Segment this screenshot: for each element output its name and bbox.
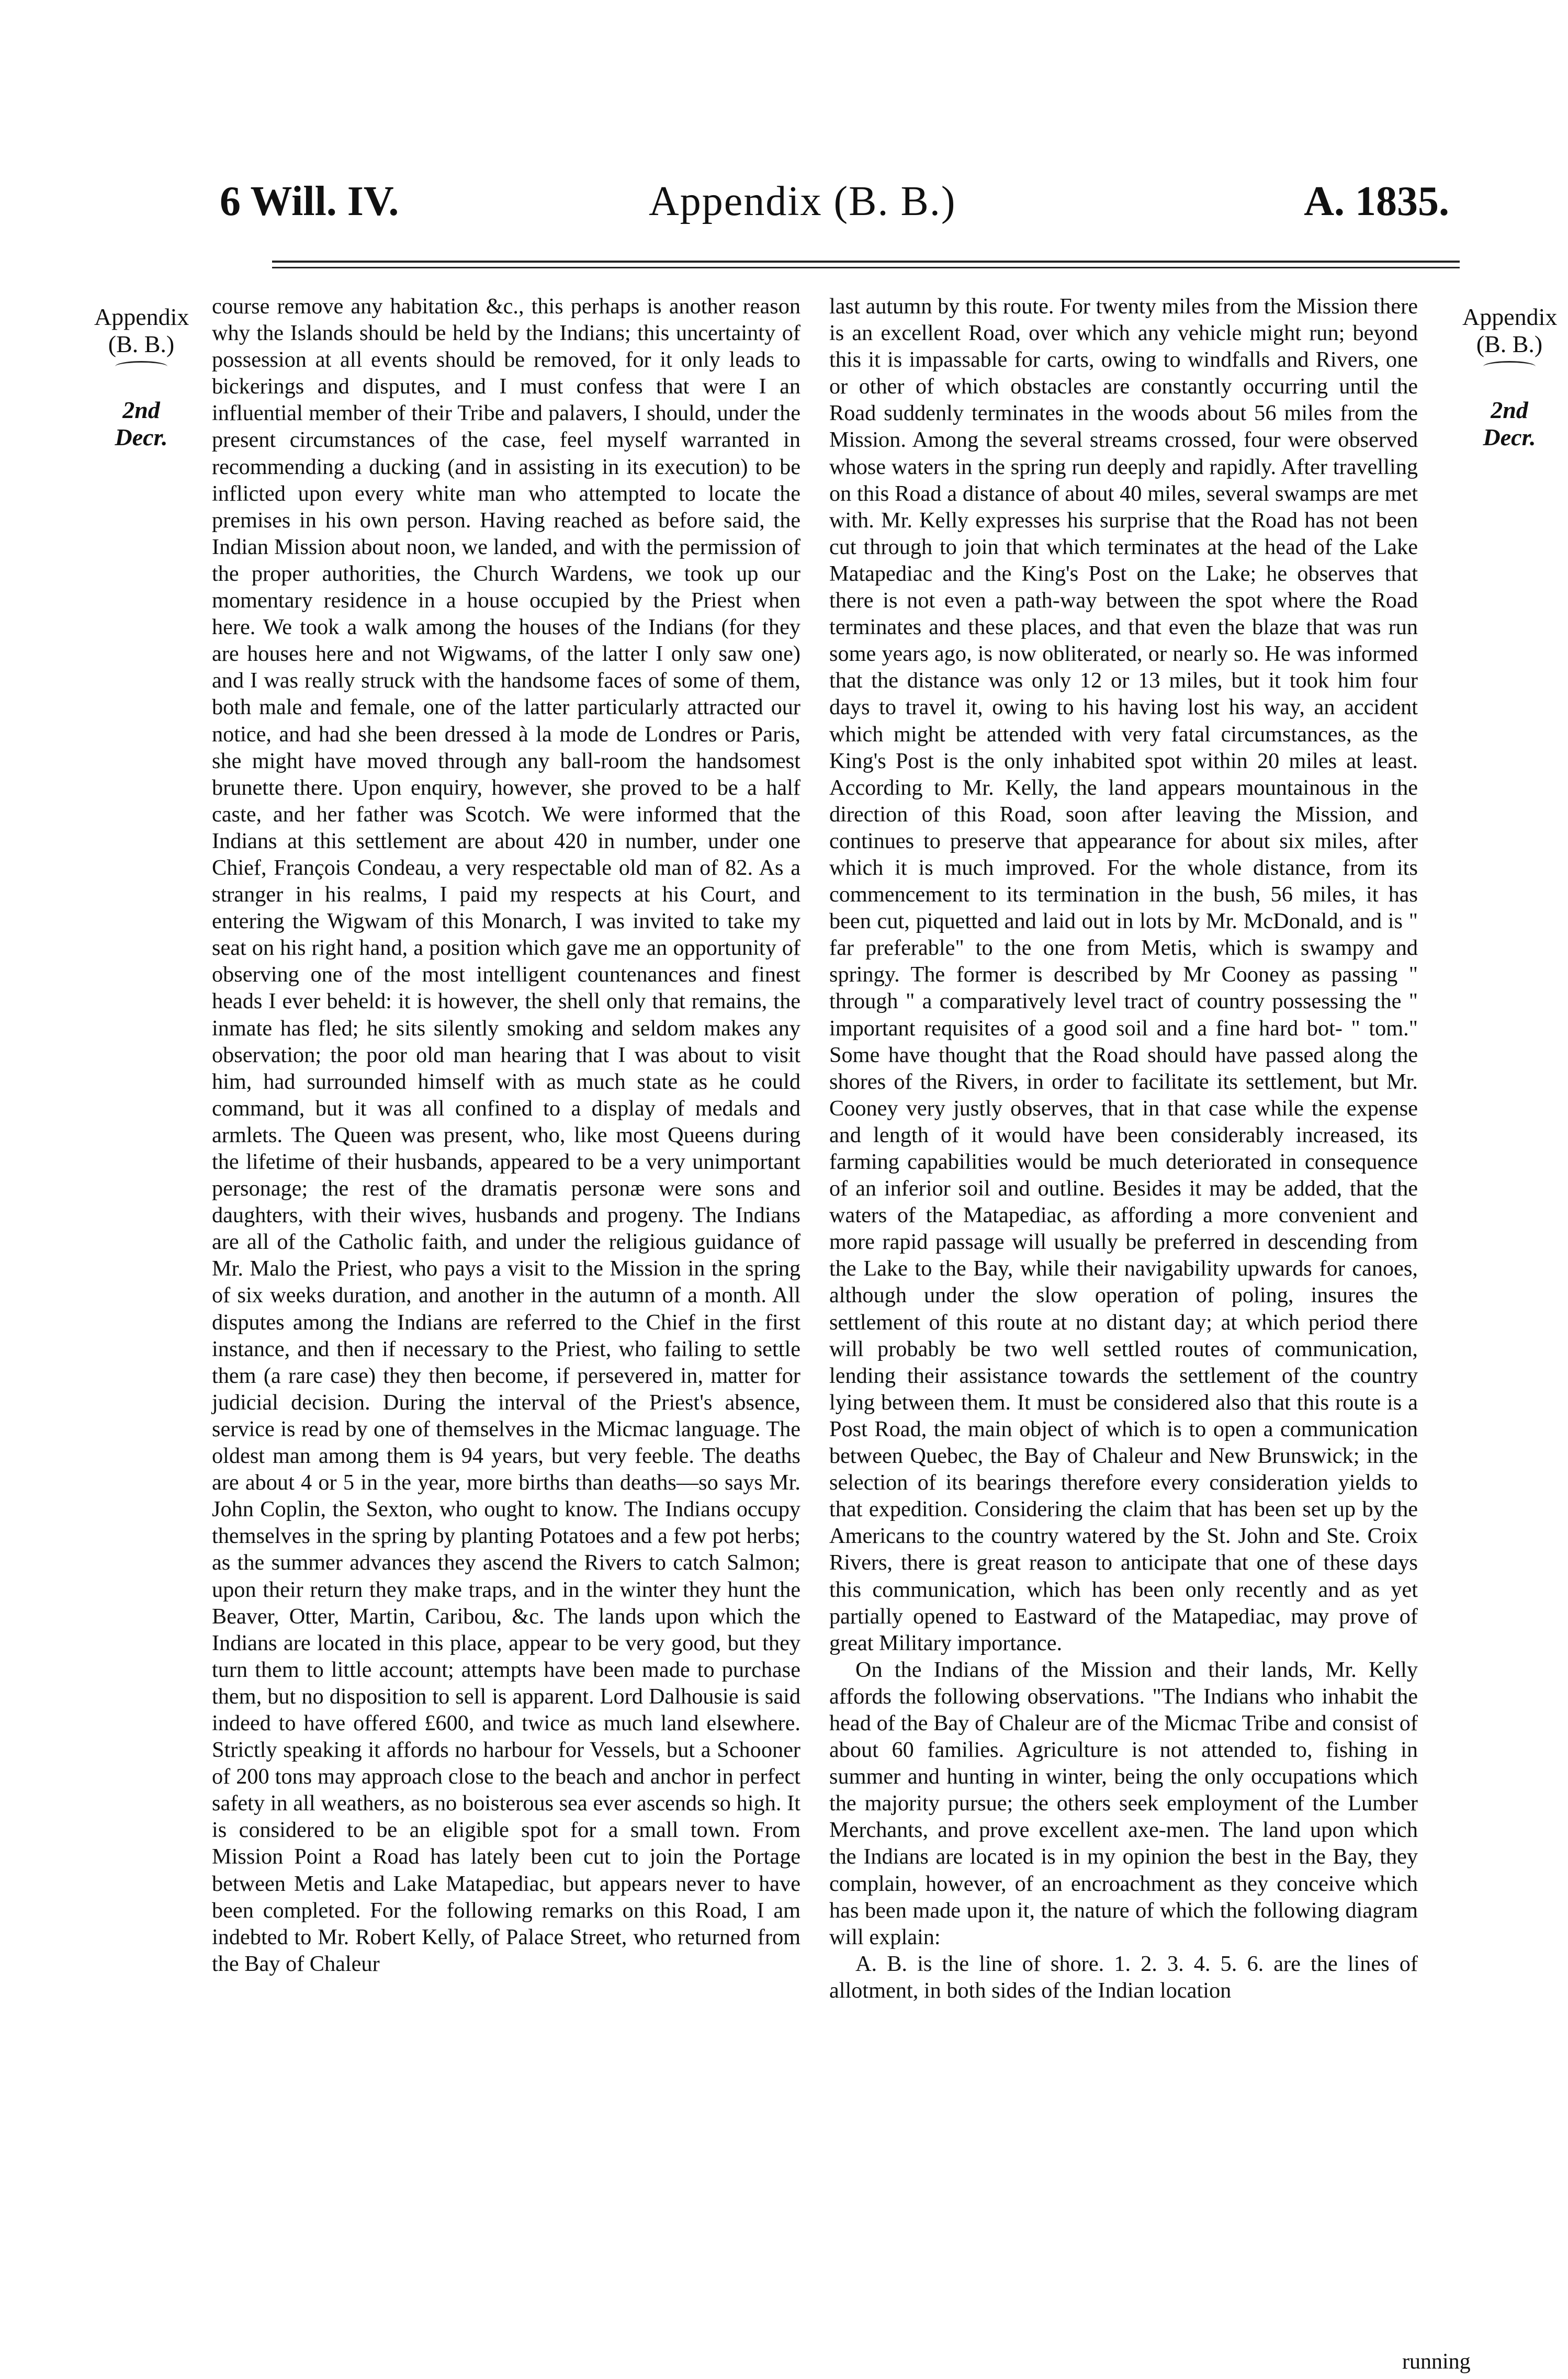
body-paragraph: course remove any habitation &c., this perhaps is another reason why the Islands should be held by the Indians; this uncertainty of possession at all events should be removed, for it only leads to bickerings and disputes, and I must confess that were I an influential member of their Tribe and palavers, I should, under the present circumstances of the case, feel myself warranted in recommending a ducking (and in assisting in its execution) to be inflicted upon every white man who attempted to locate the premises in his own person. Having reached as before said, the Indian Mission about noon, we landed, and with the permission of the proper authorities, the Church Wardens, we took up our momentary residence in a house occupied by the Priest when here. We took a walk among the houses of the Indians (for they are houses here and not Wigwams, of the latter I only saw one) and I was really struck with the handsome faces of some of them, both male and female, one of the latter particularly attracted our notice, and had she been dressed à la mode de Londres or Paris, she might have moved through any ball-room the handsomest brunette there. Upon enquiry, however, she proved to be a half caste, and her father was Scotch. We were informed that the Indians at this settlement are about 420 in number, under one Chief, François Condeau, a very respectable old man of 82. As a stranger in his realms, I paid my respects at his Court, and entering the Wigwam of this Monarch, I was invited to take my seat on his right hand, a position which gave me an opportunity of observing one of the most intelligent countenances and finest heads I ever beheld: it is however, the shell only that remains, the inmate has fled; he sits silently smoking and seldom makes any observation; the poor old man hearing that I was about to visit him, had surrounded himself with as much state as he could command, but it was all confined to a display of medals and armlets. The Queen was present, who, like most Queens during the lifetime of their husbands, appeared to be a very unimportant personage; the rest of the dramatis personæ were sons and daughters, with their wives, husbands and progeny. The Indians are all of the Catholic faith, and under the religious guidance of Mr. Malo the Priest, who pays a visit to the Mission in the spring of six weeks duration, and another in the autumn of a month. All disputes among the Indians are referred to the Chief in the first instance, and then if necessary to the Priest, who failing to settle them (a rare case) they then become, if persevered in, matter for judicial decision. During the interval of the Priest's absence, service is read by one of themselves in the Micmac language. The oldest man among them is 94 years, but very feeble. The deaths are about 4 or 5 in the year, more births than deaths—so says Mr. John Coplin, the Sexton, who ought to know. The Indians occupy themselves in the spring by planting Potatoes and a few pot herbs; as the summer advances they ascend the Rivers to catch Salmon; upon their return they make traps, and in the winter they hunt the Beaver, Otter, Martin, Caribou, &c. The lands upon which the Indians are located in this place, appear to be very good, but they turn them to little account; attempts have been made to purchase them, but no disposition to sell is apparent. Lord Dalhousie is said indeed to have offered £600, and twice as much land elsewhere. Strictly speaking it affords no harbour for Vessels, but a Schooner of 200 tons may approach close to the beach and anchor in perfect safety in all weathers, as no boisterous sea ever ascends so high. It is considered to be an eligible spot for a small town. From Mission Point a Road has lately been cut to join the Portage between Metis and Lake Matapediac, but appears never to have been completed. For the following remarks on this Road, I am indebted to Mr. Robert Kelly, of Palace Street, who returned from the Bay of Chaleur [212, 294, 800, 1976]
header-rule [272, 261, 1460, 263]
margin-date: 2nd Decr. [115, 397, 168, 450]
header-regnal-year: 6 Will. IV. [220, 178, 399, 224]
body-paragraph: last autumn by this route. For twenty miles from the Mission there is an excellent Road, over which any vehicle might run; beyond this it is impassable for carts, owing to windfalls and Rivers, one or other of which obstacles are constantly occurring until the Road suddenly terminates in the woods about 56 miles from the Mission. Among the several streams crossed, four were observed whose waters in the spring run deeply and rapidly. After travelling on this Road a distance of about 40 miles, several swamps are met with. Mr. Kelly expresses his surprise that the Road has not been cut through to join that which terminates at the head of the Lake Matapediac and the King's Post on the Lake; he observes that there is not even a path-way between the spot where the Road terminates and these places, and that even the blaze that was run some years ago, is now obliterated, or nearly so. He was informed that the distance was only 12 or 13 miles, but it took him four days to travel it, owing to his having lost his way, an accident which might be attended with very fatal circumstances, as the King's Post is the only inhabited spot within 20 miles at least. According to Mr. Kelly, the land appears mountainous in the direction of this Road, soon after leaving the Mission, and continues to preserve that appearance for about six miles, after which it is much improved. For the whole distance, from its commencement to its termination in the bush, 56 miles, it has been cut, piquetted and laid out in lots by Mr. McDonald, and is " far preferable" to the one from Metis, which is swampy and springy. The former is described by Mr Cooney as passing " through " a comparatively level tract of country possessing the " important requisites of a good soil and a fine hard bot- " tom." Some have thought that the Road should have passed along the shores of the Rivers, in order to facilitate its settlement, but Mr. Cooney very justly observes, that in that case while the expense and length of it would have been considerably increased, its farming capabilities would be much deteriorated in consequence of an inferior soil and outline. Besides it may be added, that the waters of the Matapediac, as affording a more convenient and more rapid passage will usually be preferred in descending from the Lake to the Bay, while their navigability upwards for canoes, although under the slow operation of poling, insures the settlement of this route at no distant day; at which period there will probably be two well settled routes of communication, lending their assistance towards the settlement of the country lying between them. It must be considered also that this route is a Post Road, the main object of which is to open a communication between Quebec, the Bay of Chaleur and New Brunswick; in the selection of its bearings therefore every consideration yields to that expedition. Considering the claim that has been set up by the Americans to the country watered by the St. John and Ste. Croix Rivers, there is great reason to anticipate that one of these days this communication, which has been only recently and as yet partially opened to Eastward of the Matapediac, may prove of great Military importance. [829, 294, 1418, 1655]
margin-label: Appendix [1462, 303, 1558, 330]
page-header [199, 173, 1454, 230]
left-column [212, 293, 800, 1977]
margin-date: 2nd Decr. [1483, 397, 1536, 450]
right-column [829, 293, 1418, 2004]
margin-label: Appendix [94, 303, 189, 330]
margin-sub: (B. B.) [108, 331, 175, 357]
body-paragraph: A. B. is the line of shore. 1. 2. 3. 4. 5. 6. are the lines of allotment, in both sides of the Indian location [829, 1951, 1418, 2003]
left-margin-note [94, 303, 188, 451]
header-title: Appendix (B. B.) [649, 178, 956, 224]
header-year: A. 1835. [1304, 178, 1449, 224]
margin-sub: (B. B.) [1476, 331, 1543, 357]
brace-ornament [94, 358, 188, 374]
header-rule-thin [272, 267, 1460, 268]
brace-ornament [1462, 358, 1556, 374]
right-margin-note [1462, 303, 1556, 451]
catchword: running [1402, 2350, 1471, 2374]
body-paragraph: On the Indians of the Mission and their lands, Mr. Kelly affords the following observations. "The Indians who inhabit the head of the Bay of Chaleur are of the Micmac Tribe and consist of about 60 families. Agriculture is not attended to, fishing in summer and hunting in winter, being the only occupations which the majority pursue; the others seek employment of the Lumber Merchants, and prove excellent axe-men. The land upon which the Indians are located is in my opinion the best in the Bay, they complain, however, of an encroachment as they conceive which has been made upon it, the nature of which the following diagram will explain: [829, 1657, 1418, 1949]
